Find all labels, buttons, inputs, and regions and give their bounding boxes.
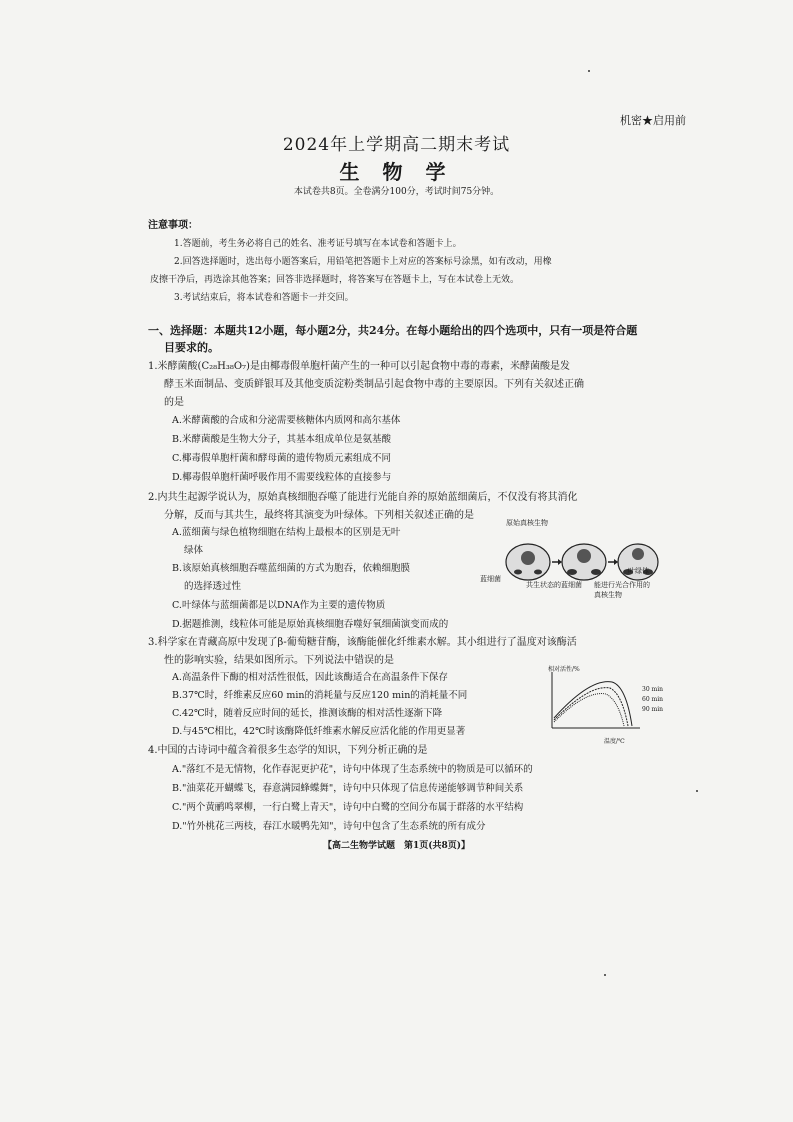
graph-legend-90: 90 min	[642, 706, 664, 713]
scan-speck	[696, 790, 698, 792]
question-1-option-d: D.椰毒假单胞杆菌呼吸作用不需要线粒体的直接参与	[172, 472, 392, 483]
figure-label-final: 能进行光合作用的真核生物	[594, 581, 650, 599]
question-4-option-b: B."油菜花开蝴蝶飞，春意满园蜂蝶舞"，诗句中只体现了信息传递能够调节种间关系	[172, 783, 524, 794]
enzyme-activity-graph	[540, 668, 660, 738]
question-4-option-c: C."两个黄鹂鸣翠柳，一行白鹭上青天"，诗句中白鹭的空间分布属于群落的水平结构	[172, 802, 524, 813]
question-4-option-a: A."落红不是无情物，化作春泥更护花"，诗句中体现了生态系统中的物质是可以循环的	[172, 764, 533, 775]
question-2-option-b-cont: 的选择透过性	[184, 581, 242, 592]
curve-90min	[554, 694, 624, 726]
confidential-mark: 机密★启用前	[620, 114, 686, 127]
question-4-option-d: D."竹外桃花三两枝，春江水暖鸭先知"，诗句中包含了生态系统的所有成分	[172, 821, 486, 832]
exam-info: 本试卷共8页。全卷满分100分，考试时间75分钟。	[293, 187, 500, 197]
nucleus-shape	[577, 549, 591, 563]
notice-item: 1.答题前，考生务必将自己的姓名、准考证号填写在本试卷和答题卡上。	[174, 239, 462, 249]
exam-title: 2024年上学期高二期末考试	[282, 135, 511, 155]
cyanobacterium-shape	[591, 569, 601, 575]
organelle-shape	[514, 570, 522, 575]
scan-speck	[588, 70, 590, 72]
question-2-option-a-cont: 绿体	[184, 545, 204, 556]
question-1-option-b: B.米酵菌酸是生物大分子，其基本组成单位是氨基酸	[172, 434, 392, 445]
question-1-stem: 的是	[164, 397, 184, 408]
graph-legend-60: 60 min	[642, 696, 664, 703]
question-3-stem: 性的影响实验，结果如图所示。下列说法中错误的是	[164, 655, 394, 666]
figure-label-cyanobacteria: 蓝细菌	[480, 575, 501, 583]
subject-title: 生 物 学	[339, 160, 454, 184]
graph-y-label: 相对活性/%	[548, 666, 580, 673]
notice-item: 3.考试结束后，将本试卷和答题卡一并交回。	[174, 293, 354, 303]
question-3-option-d: D.与45℃相比，42℃时该酶降低纤维素水解反应活化能的作用更显著	[172, 726, 466, 737]
figure-label-symbiosis: 共生状态的蓝细菌	[526, 581, 582, 589]
question-4-stem: 4.中国的古诗词中蕴含着很多生态学的知识，下列分析正确的是	[148, 745, 428, 756]
notice-heading: 注意事项：	[148, 220, 198, 231]
question-1-option-c: C.椰毒假单胞杆菌和酵母菌的遗传物质元素组成不同	[172, 453, 391, 464]
question-1-stem: 1.米酵菌酸(C₂₈H₃₈O₇)是由椰毒假单胞杆菌产生的一种可以引起食物中毒的毒素，米酵菌酸是发	[148, 361, 570, 372]
nucleus-shape	[521, 551, 535, 565]
graph-legend-30: 30 min	[642, 686, 664, 693]
notice-item: 皮擦干净后，再选涂其他答案；回答非选择题时，将答案写在答题卡上，写在本试卷上无效。	[150, 275, 520, 285]
question-3-option-b: B.37℃时，纤维素反应60 min的消耗量与反应120 min的消耗量不同	[172, 690, 468, 701]
question-3-stem: 3.科学家在青藏高原中发现了β-葡萄糖苷酶，该酶能催化纤维素水解。其小组进行了温度对该酶活	[148, 637, 577, 648]
section-heading-cont: 目要求的。	[164, 341, 219, 354]
nucleus-shape	[632, 548, 644, 560]
question-2-option-a: A.蓝细菌与绿色植物细胞在结构上最根本的区别是无叶	[172, 527, 401, 538]
figure-label-eukaryote: 原始真核生物	[506, 519, 548, 527]
question-3-option-a: A.高温条件下酶的相对活性很低，因此该酶适合在高温条件下保存	[172, 672, 448, 683]
question-2-option-b: B.该原始真核细胞吞噬蓝细菌的方式为胞吞，依赖细胞膜	[172, 563, 411, 574]
question-1-stem: 酵玉米面制品、变质鲜银耳及其他变质淀粉类制品引起食物中毒的主要原因。下列有关叙述正确	[164, 379, 584, 390]
question-2-option-d: D.据题推测，线粒体可能是原始真核细胞吞噬好氧细菌演变而成的	[172, 619, 449, 630]
question-1-option-a: A.米酵菌酸的合成和分泌需要核糖体内质网和高尔基体	[172, 415, 401, 426]
page-footer: 【高二生物学试题 第1页(共8页)】	[322, 841, 471, 851]
figure-label-chloroplast: 叶绿体	[628, 567, 649, 575]
notice-item: 2.回答选择题时，选出每小题答案后，用铅笔把答题卡上对应的答案标号涂黑，如有改动，用橡	[174, 257, 552, 267]
question-3-option-c: C.42℃时，随着反应时间的延长，推测该酶的相对活性逐渐下降	[172, 708, 443, 719]
question-2-option-c: C.叶绿体与蓝细菌都是以DNA作为主要的遗传物质	[172, 600, 386, 611]
cyanobacterium-shape	[567, 569, 577, 575]
scan-speck	[604, 974, 606, 976]
section-heading: 一、选择题：本题共12小题，每小题2分，共24分。在每小题给出的四个选项中，只有一项是符合题	[148, 324, 638, 337]
question-2-stem: 分解，反而与其共生，最终将其演变为叶绿体。下列相关叙述正确的是	[164, 510, 474, 521]
graph-x-label: 温度/℃	[604, 738, 625, 745]
question-2-stem: 2.内共生起源学说认为，原始真核细胞吞噬了能进行光能自养的原始蓝细菌后，不仅没有将其消化	[148, 492, 578, 503]
curve-30min	[554, 682, 632, 726]
organelle-shape	[534, 570, 542, 575]
